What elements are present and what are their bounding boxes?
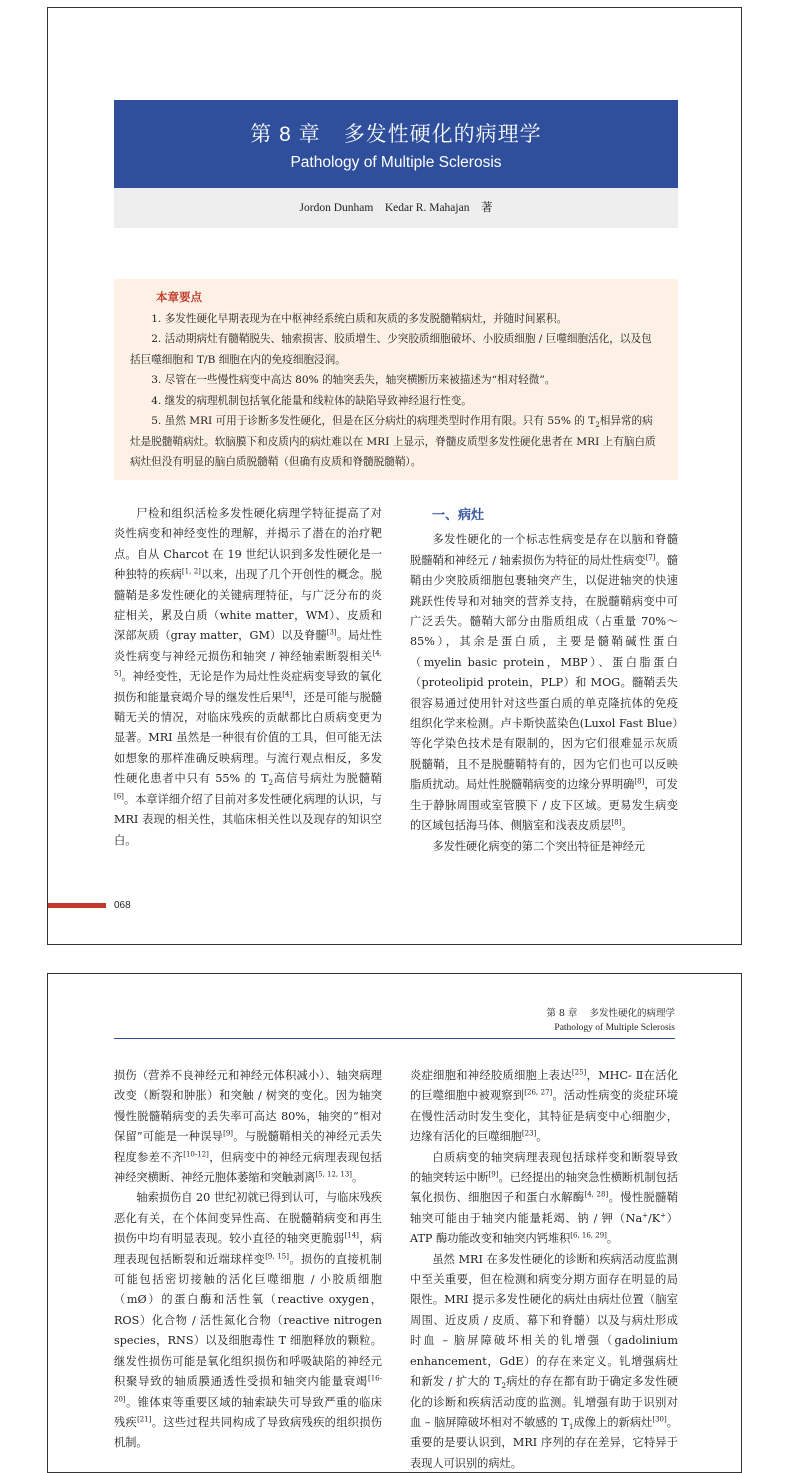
key-point-2: 2. 活动期病灶有髓鞘脱失、轴索损害、胶质增生、少突胶质细胞破坏、小胶质细胞 / 巨噬细胞活化，以及包括巨噬细胞和 T/B 细胞在内的免疫细胞浸润。	[130, 333, 652, 366]
key-points-heading: 本章要点	[156, 290, 202, 304]
header-rule	[114, 1038, 675, 1039]
mri-paragraph: 虽然 MRI 在多发性硬化的诊断和疾病活动度监测中至关重要，但在检测和病变分期方面存在明显的局限性。MRI 提示多发性硬化的病灶由病灶位置（脑室周围、近皮质 / 皮质、幕下和脊髓）以及与病灶形成时血 – 脑屏障破坏相关的钆增强（gadolinium enhancement，GdE）的存在来定义。钆增强病灶和新发 / 扩大的 $T_2$病灶的存在都有助于确定多发性硬化的诊断和疾病活动度的监测。钆增强有助于识别对血 – 脑屏障破坏相对不敏感的 $T_1$成像上的新病灶[30]。重要的是要认识到，MRI 序列的存在差异，它特异于表现人可识别的病灶。	[410, 1252, 678, 1470]
body-left-column	[114, 504, 382, 851]
footer-accent-bar	[48, 903, 106, 908]
section-title-lesions: 一、病灶	[432, 508, 485, 523]
key-points-box	[114, 279, 678, 480]
chapter-number: 第 8 章	[250, 123, 321, 146]
running-header-en: Pathology of Multiple Sclerosis	[554, 1023, 675, 1033]
running-header	[546, 1007, 675, 1035]
body-right-column	[410, 504, 678, 857]
key-point-4: 4. 继发的病理机制包括氧化能量和线粒体的缺陷导致神经退行性变。	[151, 394, 472, 407]
key-point-1: 1. 多发性硬化早期表现为在中枢神经系统白质和灰质的多发脱髓鞘病灶，并随时间累积。	[151, 312, 568, 325]
chapter-title-banner	[114, 100, 678, 188]
lesion-paragraph-2: 多发性硬化病变的第二个突出特征是神经元	[432, 839, 645, 853]
chapter-name-cn: 多发性硬化的病理学	[343, 122, 542, 146]
axon-injury-paragraph: 轴索损伤自 20 世纪初就已得到认可，与临床残疾恶化有关，在个体间变异性高、在脱髓鞘病变和再生损伤中均有明显表现。较小直径的轴突更脆弱[14]，病理表现包括断裂和近端球样变[9, 15]。损伤的直接机制可能包括密切接触的活化巨噬细胞 / 小胶质细胞（mØ）的蛋白酶和活性氧（reactive oxygen，ROS）化合物 / 活性氮化合物（reactive nitrogen species，RNS）以及细胞毒性 T 细胞释放的颗粒。继发性损伤可能是氧化组织损伤和呼吸缺陷的神经元积聚导致的轴质膜通透性受损和轴突内能量衰竭[16-20]。锥体束等重要区域的轴索缺失可导致严重的临床残疾[21]。这些过程共同构成了导致病残疾的组织损伤机制。	[114, 1191, 382, 1450]
page2-left-column	[114, 1066, 382, 1454]
page-number: 068	[114, 900, 131, 911]
white-matter-paragraph: 白质病变的轴突病理表现包括球样变和断裂导致的轴突转运中断[9]。已经提出的轴突急性横断机制包括氧化损伤、细胞因子和蛋白水解酶[4, 28]。慢性脱髓鞘轴突可能由于轴突内能量耗竭、钠 / 钾（Na+/K+）ATP 酶功能改变和轴突内钙堆积[6, 16, 29]。	[410, 1150, 678, 1246]
chapter-title-cn	[114, 118, 678, 148]
inflammation-paragraph: 炎症细胞和神经胶质细胞上表达[25]，MHC- Ⅱ在活化的巨噬细胞中被观察到[26, 27]。活动性病变的炎症环境在慢性活动时发生变化，其特征是病变中心细胞少，边缘有活化的巨噬细胞[23]。	[410, 1068, 678, 1144]
authors-line: Jordon Dunham Kedar R. Mahajan 著	[114, 188, 678, 228]
running-header-cn: 第 8 章 多发性硬化的病理学	[546, 1008, 675, 1019]
key-point-3: 3. 尽管在一些慢性病变中高达 80% 的轴突丢失，轴突横断历来被描述为“相对轻微”。	[151, 374, 556, 386]
chapter-title-en: Pathology of Multiple Sclerosis	[290, 154, 502, 171]
page-2	[47, 973, 742, 1473]
key-point-5: 5. 虽然 MRI 可用于诊断多发性硬化，但是在区分病灶的病理类型时作用有限。只有 55% 的 $T_2$相异常的病灶是脱髓鞘病灶。软脑膜下和皮质内的病灶难以在 MRI 上显示，脊髓皮质型多发性硬化患者在 MRI 上有脑白质病灶但没有明显的脑白质脱髓鞘（但确有皮质和脊髓脱髓鞘）。	[130, 415, 656, 468]
neuron-injury-paragraph: 损伤（营养不良神经元和神经元体积减小）、轴突病理改变（断裂和肿胀）和突触 / 树突的变化。因为轴突慢性脱髓鞘病变的丢失率可高达 80%，轴突的“相对保留”可能是一种误导[9]。与脱髓鞘相关的神经元丢失程度参差不齐[10-12]，但病变中的神经元病理表现包括神经突横断、神经元胞体萎缩和突触剥离[5, 12, 13]。	[114, 1069, 382, 1185]
intro-paragraph: 尸检和组织活检多发性硬化病理学特征提高了对炎性病变和神经变性的理解，并揭示了潜在的治疗靶点。自从 Charcot 在 19 世纪认识到多发性硬化是一种独特的疾病[1, 2]以来，出现了几个开创性的概念。脱髓鞘是多发性硬化的关键病理特征，与广泛分布的炎症相关，累及白质（white matter，WM）、皮质和深部灰质（gray matter，GM）以及脊髓[3]。局灶性炎性病变与神经元损伤和轴突 / 神经轴索断裂相关[4, 5]。神经变性，无论是作为局灶性炎症病变导致的氧化损伤和能量衰竭介导的继发性后果[4]，还是可能与脱髓鞘无关的情况，对临床残疾的贡献都比白质病变更为显著。MRI 虽然是一种很有价值的工具，但可能无法如想象的那样准确反映病理。与流行观点相反，多发性硬化患者中只有 55% 的 $T_2$高信号病灶为脱髓鞘[6]。本章详细介绍了目前对多发性硬化病理的认识，与 MRI 表现的相关性，其临床相关性以及现存的知识空白。	[114, 507, 382, 847]
page2-right-column	[410, 1066, 678, 1473]
page-1	[47, 7, 742, 945]
lesion-paragraph: 多发性硬化的一个标志性病变是存在以脑和脊髓脱髓鞘和神经元 / 轴索损伤为特征的局灶性病变[7]。髓鞘由少突胶质细胞包裹轴突产生，以促进轴突的快速跳跃性传导和对轴突的营养支持，在脱髓鞘病变中可广泛丢失。髓鞘大部分由脂质组成（占重量 70%～85%），其余是蛋白质，主要是髓鞘碱性蛋白（myelin basic protein，MBP）、蛋白脂蛋白（proteolipid protein，PLP）和 MOG。髓鞘丢失很容易通过使用针对这些蛋白质的单克隆抗体的免疫组织化学来检测。卢卡斯快蓝染色(Luxol Fast Blue）等化学染色技术是有限制的，因为它们很难显示灰质脱髓鞘，且不是脱髓鞘特有的，因为它们也可以反映脂质扰动。局灶性脱髓鞘病变的边缘分界明确[8]，可发生于静脉周围或室管膜下 / 皮下区域。更易发生病变的区域包括海马体、侧脑室和浅表皮质层[8]。	[410, 533, 678, 833]
